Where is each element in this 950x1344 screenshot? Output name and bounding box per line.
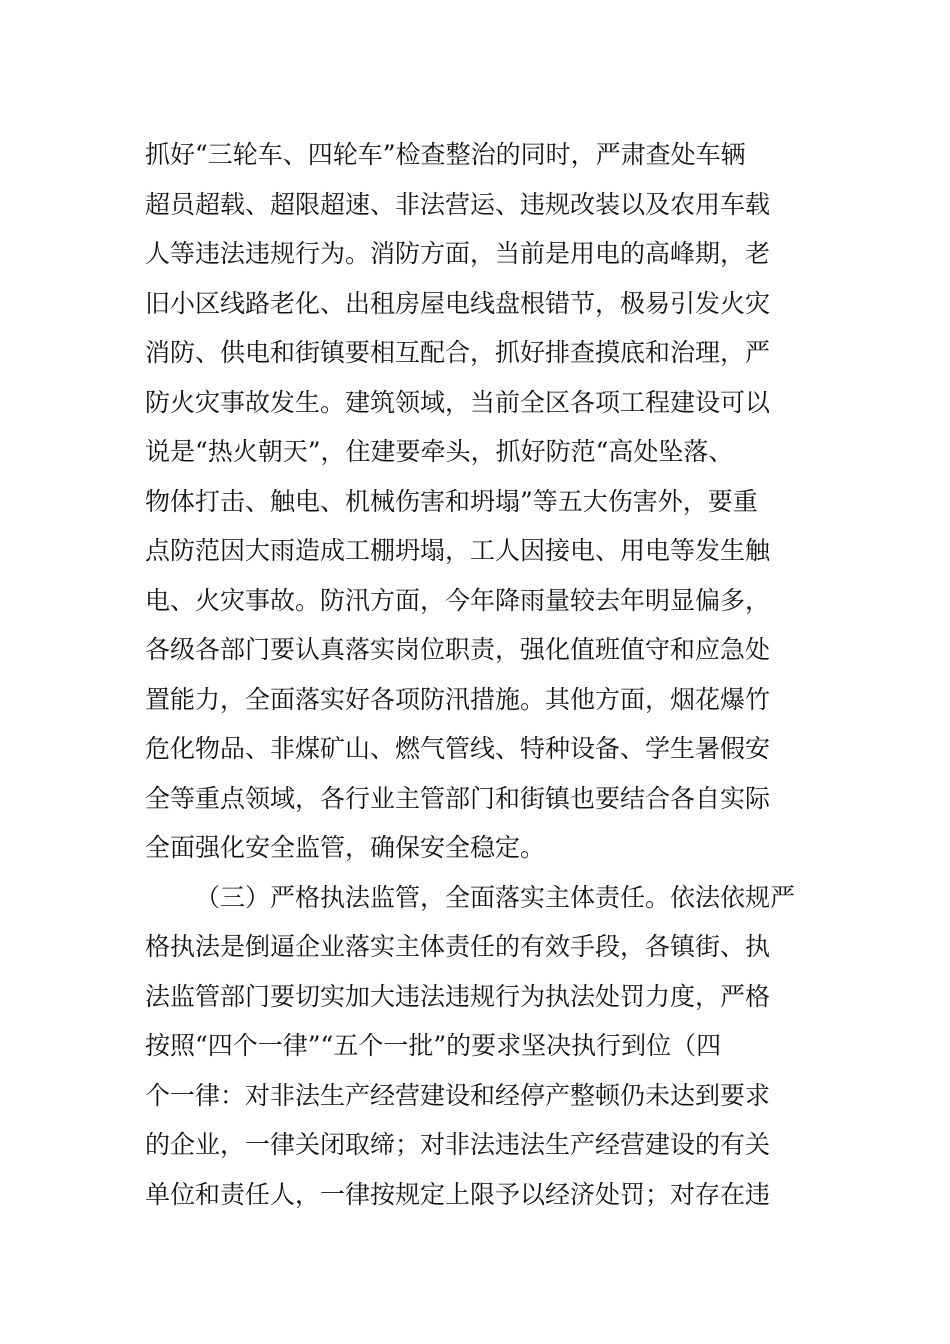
text-line-10: 电、火灾事故。防汛方面，今年降雨量较去年明显偏多， xyxy=(145,585,771,615)
text-line-19: 按照“四个一律”“五个一批”的要求坚决执行到位（四 xyxy=(145,1031,722,1060)
section-heading-line: （三）严格执法监管，全面落实主体责任。依法依规严 xyxy=(195,882,796,912)
text-line-14: 全等重点领域，各行业主管部门和街镇也要结合各自实际 xyxy=(145,783,771,813)
text-line-17: 格执法是倒逼企业落实主体责任的有效手段，各镇街、执 xyxy=(145,932,771,961)
body-text xyxy=(145,130,810,1219)
text-line-7: 说是“热火朝天”，住建要牵头，抓好防范“高处坠落、 xyxy=(145,437,734,466)
text-line-1: 抓好“三轮车、四轮车”检查整治的同时，严肃查处车辆 xyxy=(145,140,746,169)
text-line-6: 防火灾事故发生。建筑领域，当前全区各项工程建设可以 xyxy=(145,387,771,417)
text-line-18: 法监管部门要切实加大违法违规行为执法处罚力度，严格 xyxy=(145,981,771,1011)
text-line-8: 物体打击、触电、机械伤害和坍塌”等五大伤害外，要重 xyxy=(145,486,758,516)
text-line-3: 人等违法违规行为。消防方面，当前是用电的高峰期，老 xyxy=(145,239,771,268)
text-line-12: 置能力，全面落实好各项防汛措施。其他方面，烟花爆竹 xyxy=(145,684,771,714)
text-line-22: 单位和责任人，一律按规定上限予以经济处罚；对存在违 xyxy=(145,1179,771,1209)
text-line-9: 点防范因大雨造成工棚坍塌，工人因接电、用电等发生触 xyxy=(145,536,771,565)
text-line-21: 的企业，一律关闭取缔；对非法违法生产经营建设的有关 xyxy=(145,1130,771,1159)
text-line-2: 超员超载、超限超速、非法营运、违规改装以及农用车载 xyxy=(145,189,771,219)
text-line-20: 个一律：对非法生产经营建设和经停产整顿仍未达到要求 xyxy=(145,1080,771,1110)
text-line-11: 各级各部门要认真落实岗位职责，强化值班值守和应急处 xyxy=(145,635,771,664)
text-line-5: 消防、供电和街镇要相互配合，抓好排查摸底和治理，严 xyxy=(145,338,771,367)
text-line-13: 危化物品、非煤矿山、燃气管线、特种设备、学生暑假安 xyxy=(145,734,771,763)
text-line-15: 全面强化安全监管，确保安全稳定。 xyxy=(145,833,546,862)
text-line-4: 旧小区线路老化、出租房屋电线盘根错节，极易引发火灾 xyxy=(145,288,771,318)
